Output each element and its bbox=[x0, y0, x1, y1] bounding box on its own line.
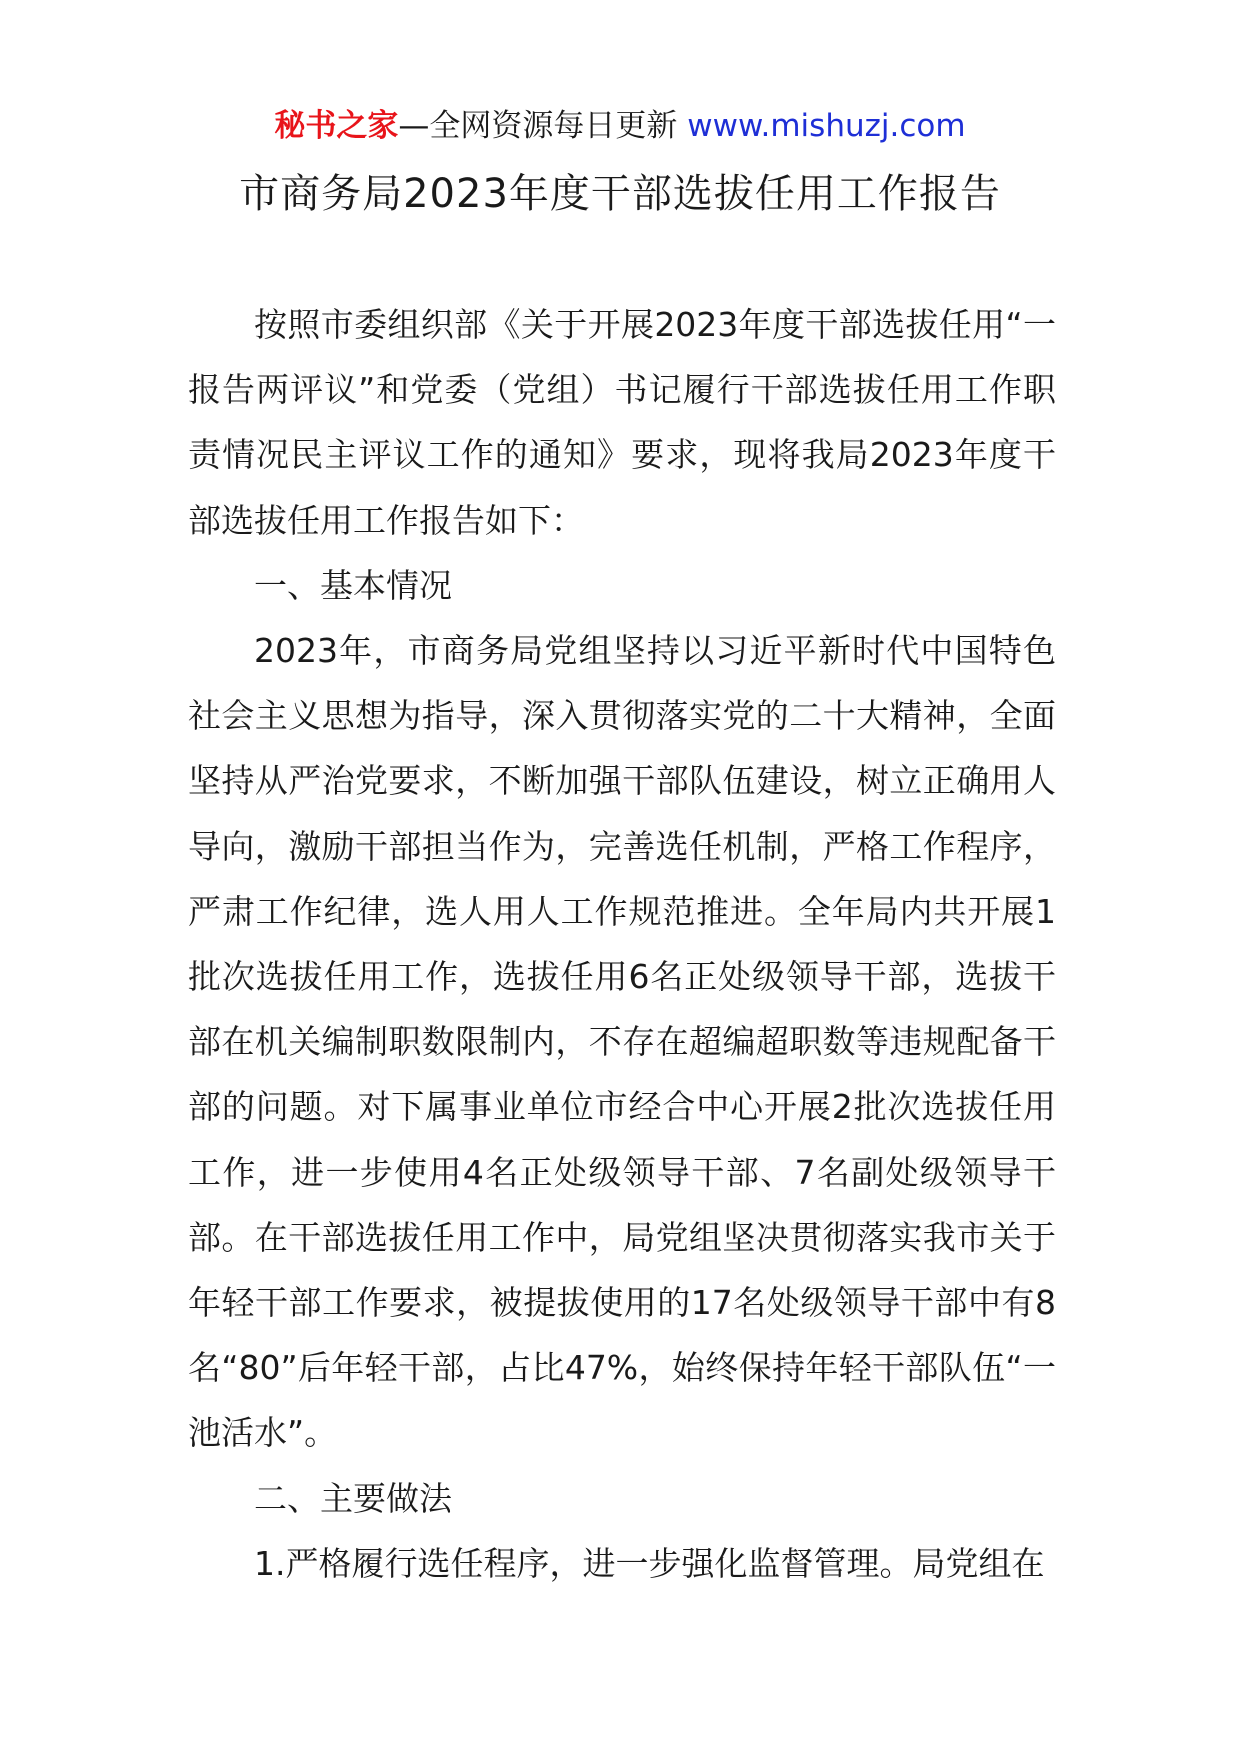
brand-name: 秘书之家 bbox=[274, 108, 399, 144]
basic-situation-paragraph: 2023年，市商务局党组坚持以习近平新时代中国特色社会主义思想为指导，深入贯彻落实党的二十大精神，全面坚持从严治党要求，不断加强干部队伍建设，树立正确用人导向，激励干部担当作为，完善选任机制，严格工作程序，严肃工作纪律，选人用人工作规范推进。全年局内共开展1批次选拔任用工作，选拔任用6名正处级领导干部，选拔干部在机关编制职数限制内，不存在超编超职数等违规配备干部的问题。对下属事业单位市经合中心开展2批次选拔任用工作，进一步使用4名正处级领导干部、7名副处级领导干部。在干部选拔任用工作中，局党组坚决贯彻落实我市关于年轻干部工作要求，被提拔使用的17名处级领导干部中有8名“80”后年轻干部，占比47%，始终保持年轻干部队伍“一池活水”。 bbox=[188, 631, 1056, 1453]
header-slogan: —全网资源每日更新 bbox=[398, 108, 688, 144]
section-heading-basic-situation: 一、基本情况 bbox=[254, 565, 452, 605]
document-title: 市商务局2023年度干部选拔任用工作报告 bbox=[239, 171, 1001, 217]
section-heading-main-practices: 二、主要做法 bbox=[254, 1478, 452, 1518]
practice-item-1-paragraph: 1.严格履行选任程序，进一步强化监督管理。局党组在 bbox=[254, 1543, 1045, 1583]
intro-paragraph: 按照市委组织部《关于开展2023年度干部选拔任用“一报告两评议”和党委（党组）书记履行干部选拔任用工作职责情况民主评议工作的通知》要求，现将我局2023年度干部选拔任用工作报告如下： bbox=[188, 305, 1056, 540]
document-body bbox=[188, 292, 1056, 1596]
site-url-link[interactable]: www.mishuzj.com bbox=[687, 108, 966, 144]
site-header bbox=[0, 104, 1240, 148]
